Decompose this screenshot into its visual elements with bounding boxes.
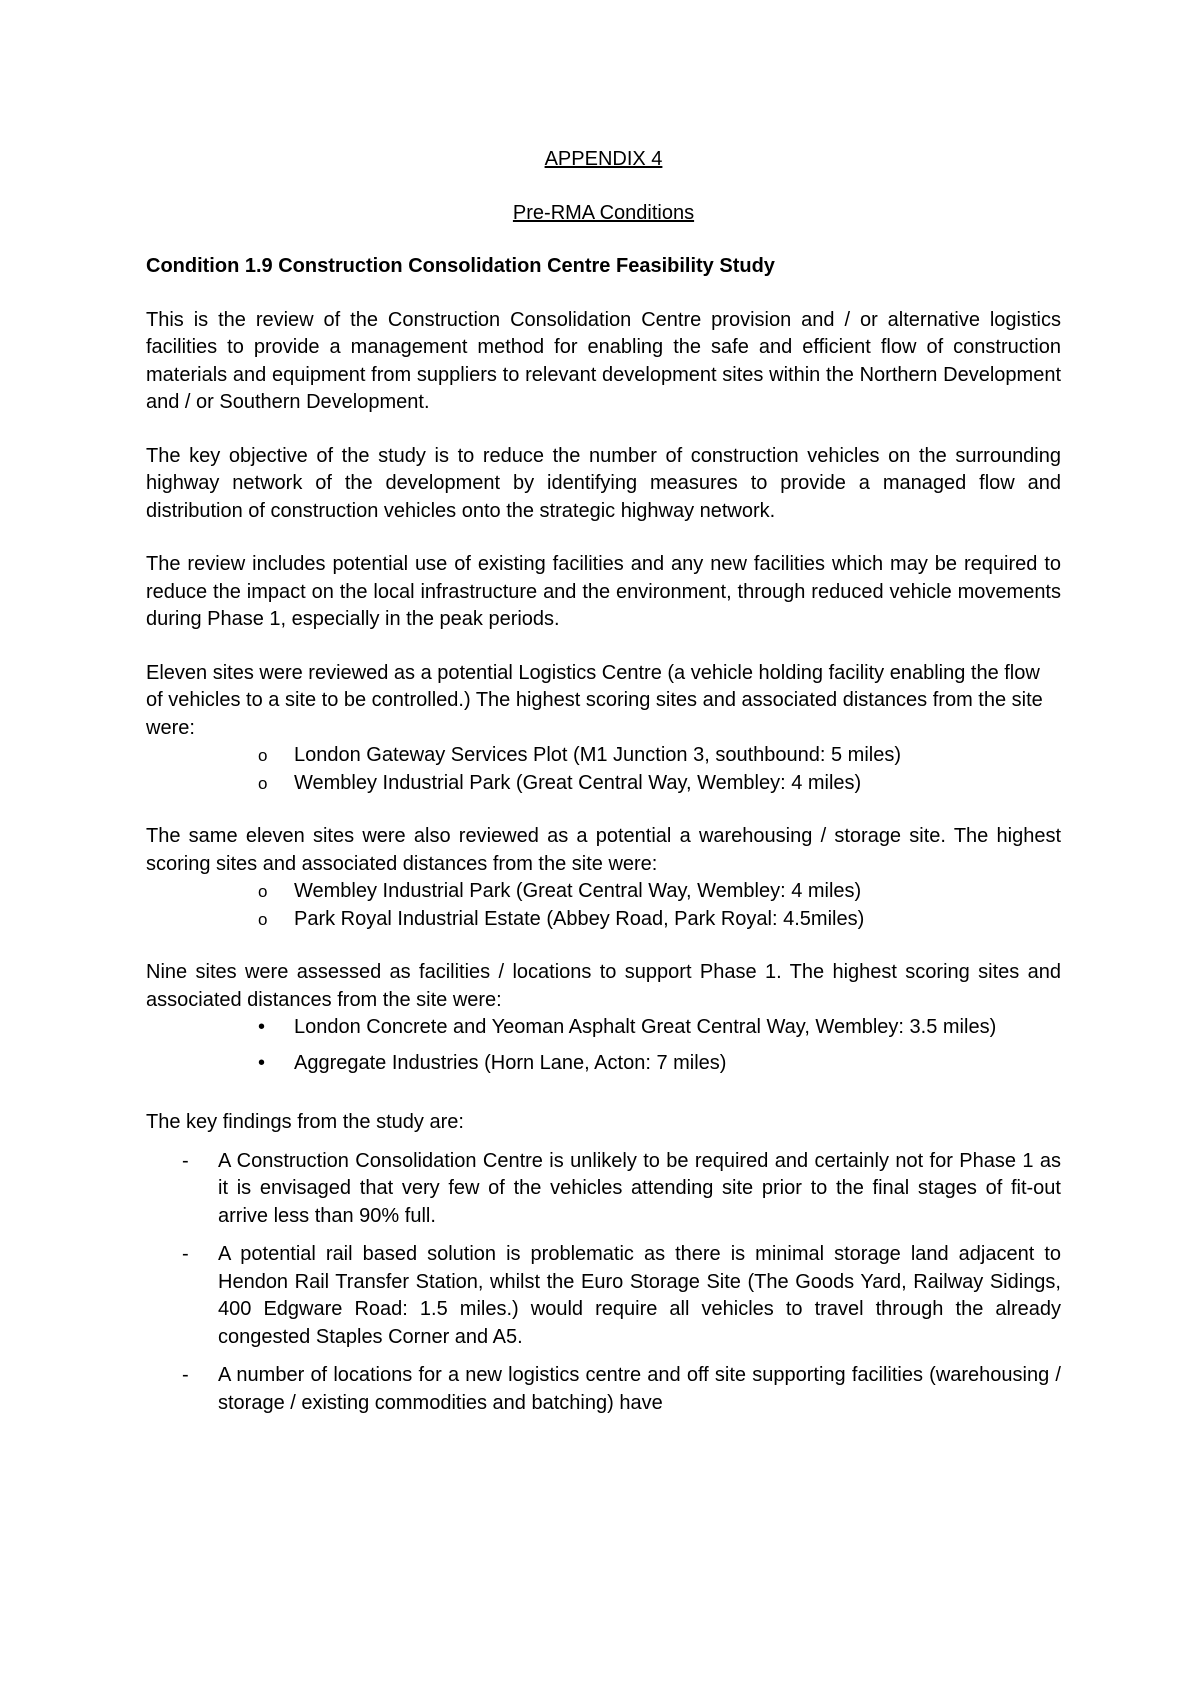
paragraph-storage-sites: The same eleven sites were also reviewed as a potential a warehousing / storage site. The highest scoring sites and associated distances from the site were: <box>146 825 1061 875</box>
paragraph-phase1-sites: Nine sites were assessed as facilities / locations to support Phase 1. The highest scoring sites and associated distances from the site were: <box>146 961 1061 1011</box>
paragraph-key-findings: The key findings from the study are: <box>146 1111 464 1133</box>
list-item: o London Gateway Services Plot (M1 Junction 3, southbound: 5 miles) <box>146 742 1061 770</box>
list-item: - A Construction Consolidation Centre is unlikely to be required and certainly not for Phase 1 as it is envisaged that very few of the vehicles attending site prior to the final stages of fit-out arrive less than 90% full. <box>146 1148 1061 1231</box>
paragraph-intro: This is the review of the Construction Consolidation Centre provision and / or alternative logistics facilities to provide a management method for enabling the safe and efficient flow of construction materials and equipment from suppliers to relevant development sites within the Northern Development and / or Southern Development. <box>146 308 1061 413</box>
list-item: o Wembley Industrial Park (Great Central Way, Wembley: 4 miles) <box>146 878 1061 906</box>
storage-sites-list <box>146 878 1061 933</box>
logistics-sites-list <box>146 742 1061 797</box>
list-item: o Wembley Industrial Park (Great Central Way, Wembley: 4 miles) <box>146 770 1061 798</box>
paragraph-review-scope: The review includes potential use of existing facilities and any new facilities which may be required to reduce the impact on the local infrastructure and the environment, through reduced vehicle movements during Phase 1, especially in the peak periods. <box>146 553 1061 630</box>
document-page <box>146 0 1061 1417</box>
list-item: - A potential rail based solution is problematic as there is minimal storage land adjacent to Hendon Rail Transfer Station, whilst the Euro Storage Site (The Goods Yard, Railway Sidings, 400 Edgware Road: 1.5 miles.) would require all vehicles to travel through the already congested Staples Corner and A5. <box>146 1241 1061 1351</box>
list-item: o Park Royal Industrial Estate (Abbey Road, Park Royal: 4.5miles) <box>146 906 1061 934</box>
paragraph-logistics-sites: Eleven sites were reviewed as a potential Logistics Centre (a vehicle holding facility enabling the flow of vehicles to a site to be controlled.) The highest scoring sites and associated distances from the site were: <box>146 661 1043 739</box>
condition-title: Condition 1.9 Construction Consolidation Centre Feasibility Study <box>146 255 775 277</box>
list-item: • Aggregate Industries (Horn Lane, Acton: 7 miles) <box>146 1050 1061 1078</box>
list-item: - A number of locations for a new logistics centre and off site supporting facilities (warehousing / storage / existing commodities and batching) have <box>146 1362 1061 1417</box>
section-subheading: Pre-RMA Conditions <box>512 201 695 224</box>
paragraph-objective: The key objective of the study is to reduce the number of construction vehicles on the surrounding highway network of the development by identifying measures to provide a managed flow and distribution of construction vehicles onto the strategic highway network. <box>146 444 1061 522</box>
list-item: • London Concrete and Yeoman Asphalt Great Central Way, Wembley: 3.5 miles) <box>146 1014 1061 1042</box>
findings-list <box>146 1148 1061 1418</box>
phase1-sites-list <box>146 1014 1061 1077</box>
appendix-heading: APPENDIX 4 <box>544 148 663 170</box>
